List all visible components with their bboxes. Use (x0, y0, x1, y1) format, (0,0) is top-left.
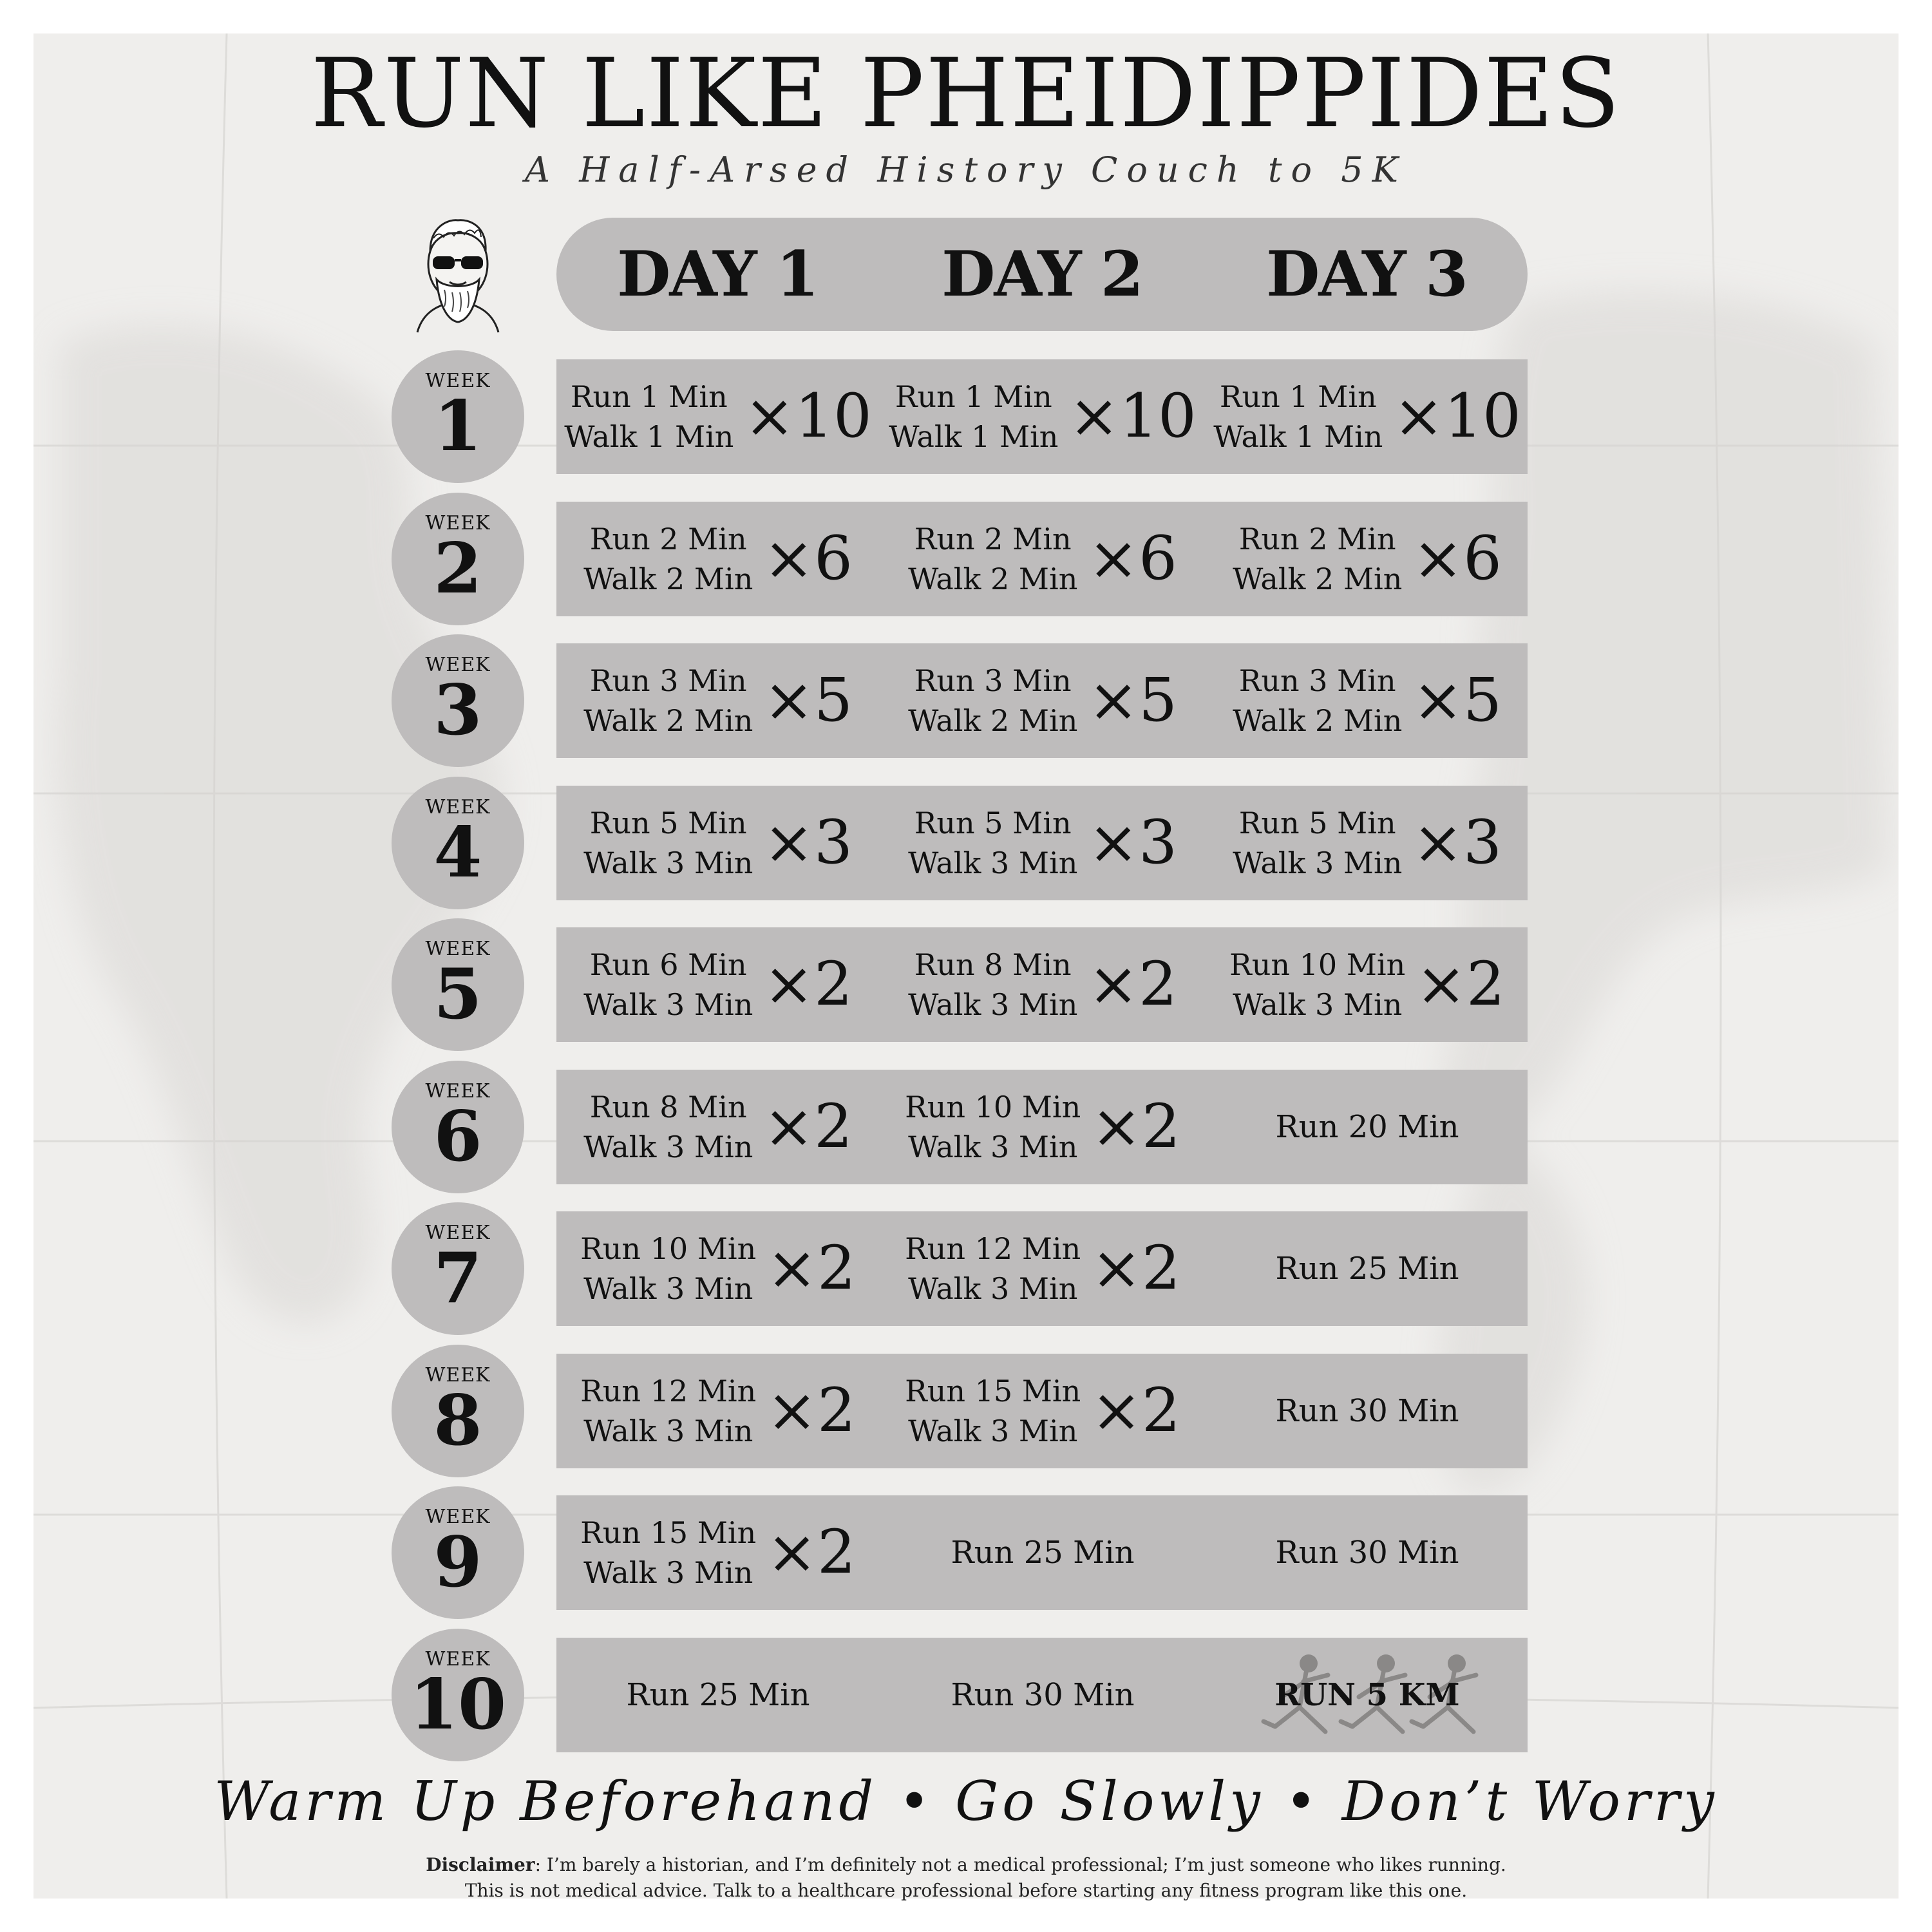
interval-lines (583, 1087, 753, 1167)
interval-set (556, 643, 880, 758)
workout-cell (881, 927, 1204, 1042)
day-label-1: DAY 1 (617, 238, 818, 310)
repetitions: ×3 (1412, 808, 1502, 878)
walk-interval: Walk 3 Min (908, 846, 1078, 880)
week-badge (392, 1486, 524, 1619)
run-interval: Run 2 Min (914, 522, 1072, 556)
week-number: 7 (433, 1238, 482, 1319)
week-word: WEEK (425, 938, 491, 960)
run-only-label: Run 30 Min (1275, 1535, 1459, 1571)
interval-set (881, 927, 1204, 1042)
week-word: WEEK (425, 1222, 491, 1244)
interval-lines (583, 945, 753, 1025)
repetitions: ×2 (1091, 1092, 1180, 1162)
workout-cell (881, 786, 1204, 900)
run-interval: Run 5 Min (589, 806, 747, 840)
week-word: WEEK (425, 1506, 491, 1528)
week-word: WEEK (425, 1364, 491, 1387)
interval-set (881, 643, 1204, 758)
week-number: 6 (433, 1096, 482, 1177)
workout-cell (1206, 1495, 1529, 1610)
interval-set (1206, 502, 1529, 616)
disclaimer-label: Disclaimer (426, 1854, 535, 1875)
week-number: 8 (433, 1380, 482, 1461)
walk-interval: Walk 2 Min (583, 703, 753, 738)
walk-interval: Walk 1 Min (889, 419, 1059, 454)
week-row (556, 1638, 1528, 1752)
workout-cell (556, 1211, 880, 1326)
workout-cell (1206, 927, 1529, 1042)
interval-lines (905, 1371, 1081, 1451)
week-row (556, 786, 1528, 900)
repetitions: ×2 (766, 1233, 856, 1303)
repetitions: ×2 (763, 1092, 853, 1162)
interval-lines (1213, 377, 1383, 457)
week-badge (392, 777, 524, 909)
interval-lines (908, 945, 1077, 1025)
run-interval: Run 1 Min (570, 379, 728, 414)
repetitions: ×3 (1088, 808, 1177, 878)
disclaimer-line-2: This is not medical advice. Talk to a healthcare professional before starting any fitness program like this one. (464, 1880, 1468, 1901)
footer-slogan: Warm Up Beforehand • Go Slowly • Don’t Worry (214, 1770, 1718, 1833)
workout-cell (556, 1354, 880, 1468)
workout-cell (556, 359, 880, 474)
repetitions: ×2 (1091, 1376, 1180, 1446)
walk-interval: Walk 2 Min (583, 562, 753, 596)
week-row (556, 1070, 1528, 1184)
run-interval: Run 5 Min (914, 806, 1072, 840)
repetitions: ×2 (1088, 949, 1177, 1019)
interval-lines (1233, 803, 1402, 883)
week-badge (392, 1629, 524, 1761)
week-row (556, 359, 1528, 474)
repetitions: ×6 (763, 524, 853, 594)
week-badge (392, 1345, 524, 1477)
workout-cell (556, 786, 880, 900)
interval-set (556, 1495, 880, 1610)
run-only-label: Run 20 Min (1275, 1109, 1459, 1145)
run-interval: Run 12 Min (905, 1231, 1081, 1266)
disclaimer-line-1 (0, 1852, 1932, 1878)
interval-lines (1233, 519, 1402, 599)
walk-interval: Walk 3 Min (908, 987, 1078, 1022)
week-number: 3 (433, 670, 482, 751)
final-goal-label: RUN 5 KM (1274, 1677, 1460, 1713)
repetitions: ×10 (1393, 381, 1521, 451)
repetitions: ×5 (1412, 665, 1502, 735)
week-badge (392, 350, 524, 483)
repetitions: ×6 (1088, 524, 1177, 594)
repetitions: ×3 (763, 808, 853, 878)
interval-lines (905, 1087, 1081, 1167)
interval-set (881, 1211, 1204, 1326)
interval-set (881, 1070, 1204, 1184)
walk-interval: Walk 3 Min (583, 1555, 753, 1590)
walk-interval: Walk 3 Min (583, 1271, 753, 1306)
week-word: WEEK (425, 796, 491, 819)
workout-cell (556, 1495, 880, 1610)
walk-interval: Walk 1 Min (1213, 419, 1383, 454)
walk-interval: Walk 3 Min (583, 1414, 753, 1448)
repetitions: ×2 (766, 1517, 856, 1587)
week-badge (392, 493, 524, 625)
run-interval: Run 6 Min (589, 947, 747, 982)
walk-interval: Walk 2 Min (908, 562, 1078, 596)
interval-lines (580, 1513, 756, 1593)
walk-interval: Walk 3 Min (908, 1130, 1078, 1164)
repetitions: ×5 (1088, 665, 1177, 735)
run-interval: Run 10 Min (1229, 947, 1406, 982)
workout-cell (881, 643, 1204, 758)
interval-lines (583, 661, 753, 741)
run-interval: Run 2 Min (1238, 522, 1396, 556)
week-badge (392, 1202, 524, 1335)
interval-lines (580, 1371, 756, 1451)
workout-cell (1206, 786, 1529, 900)
walk-interval: Walk 2 Min (1233, 562, 1403, 596)
week-row (556, 502, 1528, 616)
interval-set (881, 1354, 1204, 1468)
week-number: 2 (433, 528, 482, 609)
week-number: 10 (409, 1664, 507, 1745)
week-number: 9 (433, 1522, 482, 1603)
walk-interval: Walk 3 Min (1233, 846, 1403, 880)
interval-set (556, 1354, 880, 1468)
run-interval: Run 10 Min (580, 1231, 757, 1266)
interval-lines (889, 377, 1058, 457)
interval-lines (908, 519, 1077, 599)
week-row (556, 1495, 1528, 1610)
workout-cell (881, 1638, 1204, 1752)
day-label-2: DAY 2 (942, 238, 1142, 310)
repetitions: ×2 (1091, 1233, 1180, 1303)
pheidippides-sunglasses-portrait-icon (404, 213, 511, 335)
walk-interval: Walk 3 Min (583, 987, 753, 1022)
week-number: 4 (433, 812, 482, 893)
interval-lines (1229, 945, 1405, 1025)
repetitions: ×10 (1068, 381, 1197, 451)
workout-cell (556, 1638, 880, 1752)
week-number: 1 (433, 386, 482, 467)
day-header-bar (556, 218, 1528, 331)
disclaimer (0, 1852, 1932, 1904)
interval-set (556, 502, 880, 616)
interval-set (556, 359, 880, 474)
workout-cell (881, 1354, 1204, 1468)
walk-interval: Walk 1 Min (564, 419, 734, 454)
run-interval: Run 2 Min (589, 522, 747, 556)
interval-lines (583, 803, 753, 883)
interval-set (556, 1211, 880, 1326)
run-interval: Run 15 Min (580, 1515, 757, 1550)
run-interval: Run 1 Min (1219, 379, 1377, 414)
workout-cell (881, 1211, 1204, 1326)
page-title: RUN LIKE PHEIDIPPIDES (310, 38, 1622, 149)
workout-cell (1206, 502, 1529, 616)
workout-cell (1206, 643, 1529, 758)
repetitions: ×2 (763, 949, 853, 1019)
interval-lines (908, 803, 1077, 883)
week-word: WEEK (425, 370, 491, 392)
week-word: WEEK (425, 1080, 491, 1103)
interval-set (556, 927, 880, 1042)
workout-cell (556, 927, 880, 1042)
workout-cell (1206, 359, 1529, 474)
workout-cell (1206, 1354, 1529, 1468)
interval-set (881, 359, 1204, 474)
run-interval: Run 3 Min (589, 663, 747, 698)
week-word: WEEK (425, 512, 491, 535)
workout-cell (1206, 1211, 1529, 1326)
run-only-label: Run 25 Min (626, 1677, 810, 1713)
repetitions: ×10 (744, 381, 872, 451)
workout-cell (881, 359, 1204, 474)
workout-cell (556, 643, 880, 758)
interval-lines (908, 661, 1077, 741)
interval-lines (564, 377, 734, 457)
interval-set (1206, 643, 1529, 758)
run-interval: Run 8 Min (914, 947, 1072, 982)
interval-lines (905, 1229, 1081, 1309)
interval-set (1206, 359, 1529, 474)
workout-cell (881, 1070, 1204, 1184)
repetitions: ×2 (1416, 949, 1505, 1019)
workout-cell (556, 502, 880, 616)
run-only-label: Run 30 Min (951, 1677, 1135, 1713)
run-only-label: Run 25 Min (1275, 1251, 1459, 1287)
walk-interval: Walk 3 Min (908, 1414, 1078, 1448)
workout-cell (881, 1495, 1204, 1610)
week-badge (392, 1061, 524, 1193)
week-row (556, 927, 1528, 1042)
walk-interval: Walk 2 Min (1233, 703, 1403, 738)
week-badge (392, 634, 524, 767)
page-subtitle: A Half-Arsed History Couch to 5K (525, 149, 1407, 190)
workout-cell (1206, 1070, 1529, 1184)
interval-set (556, 786, 880, 900)
interval-set (556, 1070, 880, 1184)
interval-lines (1233, 661, 1402, 741)
walk-interval: Walk 3 Min (1233, 987, 1403, 1022)
interval-set (881, 786, 1204, 900)
week-word: WEEK (425, 1648, 491, 1671)
run-interval: Run 1 Min (895, 379, 1052, 414)
walk-interval: Walk 3 Min (908, 1271, 1078, 1306)
run-only-label: Run 25 Min (951, 1535, 1135, 1571)
walk-interval: Walk 2 Min (908, 703, 1078, 738)
run-interval: Run 15 Min (905, 1374, 1081, 1408)
day-label-3: DAY 3 (1266, 238, 1467, 310)
workout-cell (881, 502, 1204, 616)
week-row (556, 1354, 1528, 1468)
walk-interval: Walk 3 Min (583, 846, 753, 880)
run-interval: Run 10 Min (905, 1090, 1081, 1124)
week-row (556, 1211, 1528, 1326)
interval-lines (580, 1229, 756, 1309)
interval-set (1206, 786, 1529, 900)
run-interval: Run 3 Min (1238, 663, 1396, 698)
run-interval: Run 5 Min (1238, 806, 1396, 840)
workout-cell (556, 1070, 880, 1184)
repetitions: ×5 (763, 665, 853, 735)
run-only-label: Run 30 Min (1275, 1393, 1459, 1429)
disclaimer-text-1: : I’m barely a historian, and I’m definitely not a medical professional; I’m just someone who likes running. (535, 1854, 1506, 1875)
week-number: 5 (433, 954, 482, 1035)
walk-interval: Walk 3 Min (583, 1130, 753, 1164)
week-badge (392, 918, 524, 1051)
interval-lines (583, 519, 753, 599)
run-interval: Run 3 Min (914, 663, 1072, 698)
repetitions: ×2 (766, 1376, 856, 1446)
interval-set (1206, 927, 1529, 1042)
week-row (556, 643, 1528, 758)
week-word: WEEK (425, 654, 491, 676)
run-interval: Run 8 Min (589, 1090, 747, 1124)
repetitions: ×6 (1412, 524, 1502, 594)
run-interval: Run 12 Min (580, 1374, 757, 1408)
interval-set (881, 502, 1204, 616)
workout-cell (1206, 1638, 1529, 1752)
